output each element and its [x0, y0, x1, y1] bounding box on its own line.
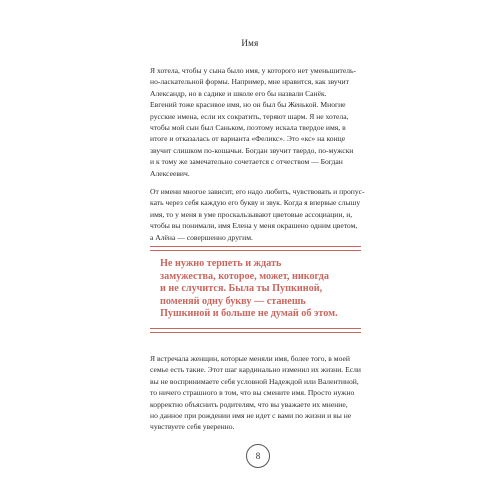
pull-quote: Не нужно терпеть и ждать замужества, которое, может, никогда и не случится. Была ты Пупкиной, поменяй одну букву — станешь Пушкиной и больше не думай об этом. [160, 258, 338, 320]
body-paragraph-1: Я хотела, чтобы у сына было имя, у которого нет уменьшитель- но-ласкательной формы. Например, мне нравится, как звучит Александр, но в садике и школе его бы назвали Санёк. Евгений тоже красивое имя, но он был бы Женькой. Многие русские имена, если их сократить, теряют шарм. Я не хотела, чтобы мой сын был Саньком, поэтому искала твердое имя, в итоге и отказалась от варианта «Феликс». Это «кс» на конце звучит слишком по-кошачьи. Богдан звучит твердо, по-мужски и к тому же замечательно сочетается с отчеством — Богдан Алексеевич. [150, 66, 356, 178]
pull-quote-bottom-rule [150, 328, 361, 333]
page-number: 8 [246, 444, 270, 468]
pull-quote-top-rule [150, 246, 361, 251]
body-paragraph-3: Я встречала женщин, которые меняли имя, более того, в моей семье есть такие. Этот шаг кардинально изменил их жизни. Если вы не воспринимаете себя условной Надеждой или Валентиной, то ничего страшного в том, что вы смените имя. Просто нужно корректно объяснить родителям, что вы уважаете их мнение, но данное при рождении имя не идет с вами по жизни и вы не чувствуете себя уверенно. [150, 354, 361, 432]
body-paragraph-2: От имени многое зависит, его надо любить, чувствовать и пропус- кать через себя каждую его букву и звук. Когда я впервые слышу имя, то у меня в уме проскальзывают цветовые ассоциации, и, чтобы вы понимали, имя Елена у меня окрашено одним цветом, а Алёна — совершенно другим. [150, 187, 365, 242]
chapter-title: Имя [241, 38, 259, 48]
